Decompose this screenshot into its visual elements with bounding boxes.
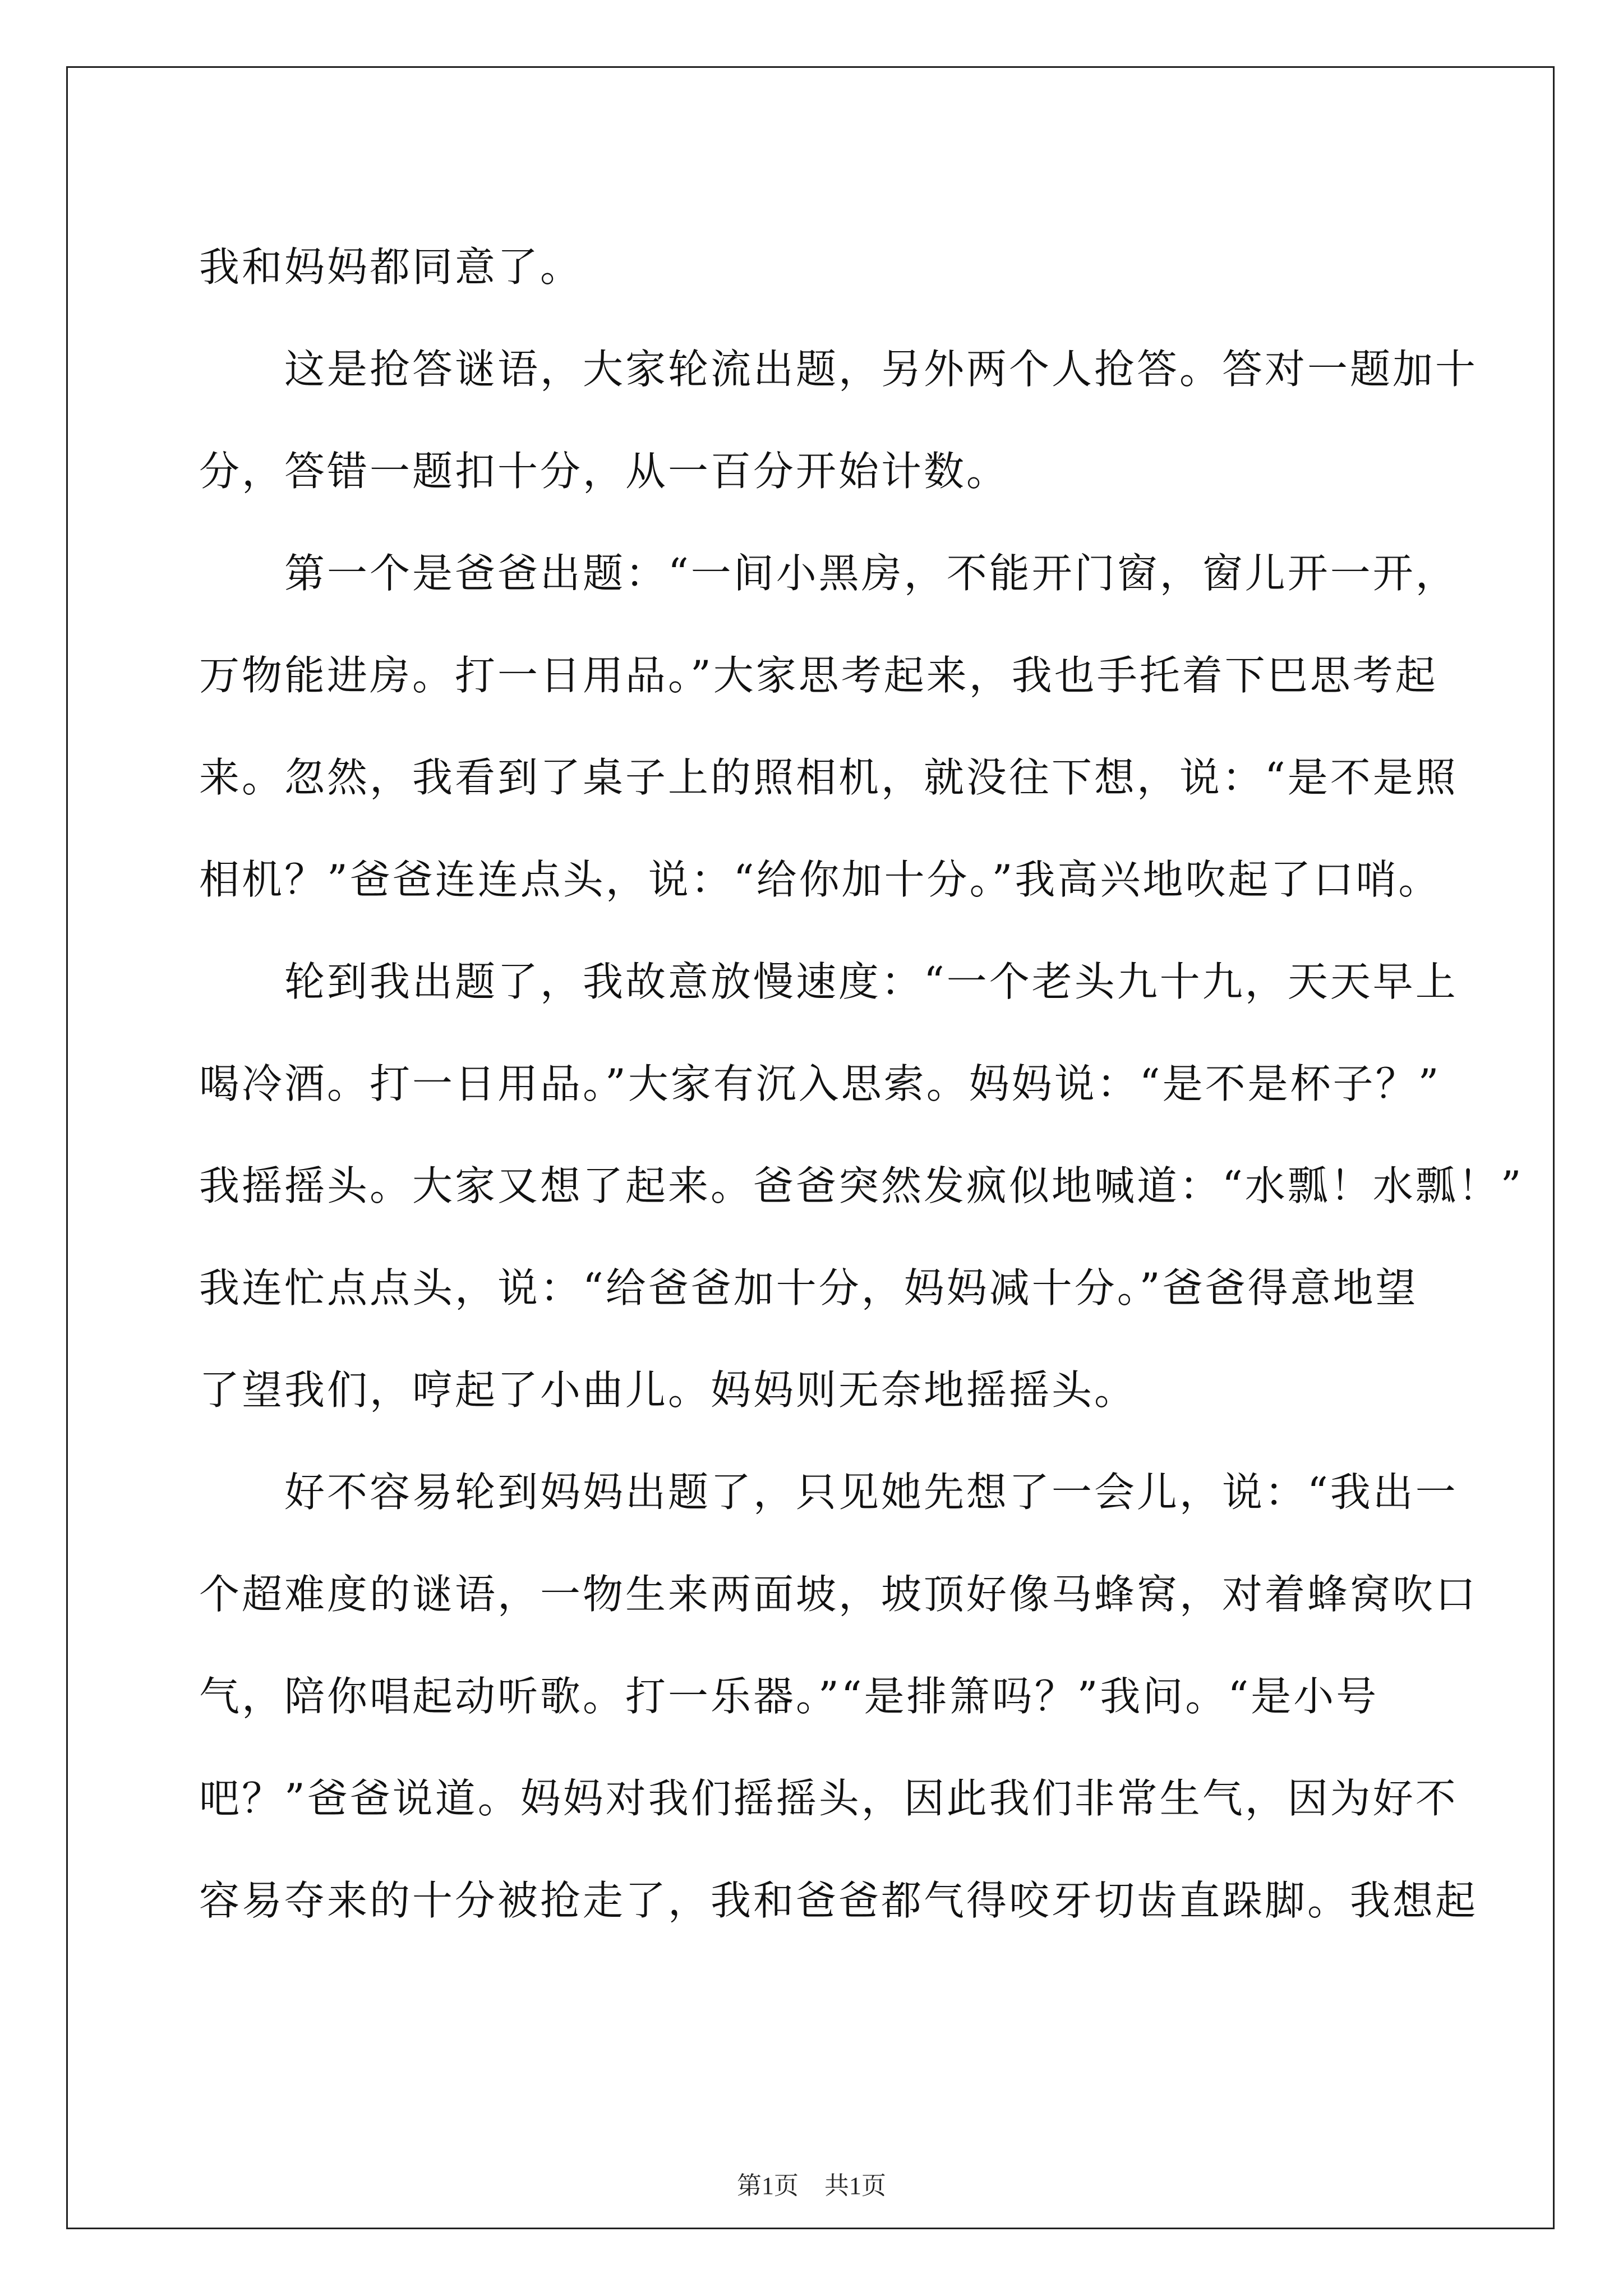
document-body — [199, 216, 1524, 1952]
text-line: 第一个是爸爸出题：“一间小黑房，不能开门窗，窗儿开一开， — [284, 550, 1458, 597]
text-line: 我和妈妈都同意了。 — [199, 243, 583, 291]
page-footer — [0, 2165, 1623, 2201]
text-line: 万物能进房。打一日用品。”大家思考起来，我也手托着下巴思考起 — [199, 652, 1438, 699]
text-line: 气，陪你唱起动听歌。打一乐器。”“是排箫吗？”我问。“是小号 — [199, 1673, 1379, 1720]
text-line: 这是抢答谜语，大家轮流出题，另外两个人抢答。答对一题加十 — [284, 346, 1478, 393]
text-line: 相机？”爸爸连连点头，说：“给你加十分。”我高兴地吹起了口哨。 — [199, 856, 1441, 903]
page-number: 第1页 — [737, 2172, 799, 2200]
text-line: 了望我们，哼起了小曲儿。妈妈则无奈地摇摇头。 — [199, 1366, 1137, 1414]
text-line: 容易夺来的十分被抢走了，我和爸爸都气得咬牙切齿直跺脚。我想起 — [199, 1877, 1478, 1924]
text-line: 我连忙点点头，说：“给爸爸加十分，妈妈减十分。”爸爸得意地望 — [199, 1264, 1418, 1312]
text-line: 吧？”爸爸说道。妈妈对我们摇摇头，因此我们非常生气，因为好不 — [199, 1775, 1458, 1822]
text-line: 我摇摇头。大家又想了起来。爸爸突然发疯似地喊道：“水瓢！水瓢！” — [199, 1162, 1524, 1209]
page-total: 共1页 — [824, 2172, 886, 2200]
text-line: 轮到我出题了，我故意放慢速度：“一个老头九十九，天天早上 — [284, 958, 1458, 1005]
text-line: 个超难度的谜语，一物生来两面坡，坡顶好像马蜂窝，对着蜂窝吹口 — [199, 1571, 1478, 1618]
text-line: 分，答错一题扣十分，从一百分开始计数。 — [199, 448, 1009, 495]
text-line: 好不容易轮到妈妈出题了，只见她先想了一会儿，说：“我出一 — [284, 1469, 1458, 1516]
text-line: 喝冷酒。打一日用品。”大家有沉入思索。妈妈说：“是不是杯子？” — [199, 1060, 1441, 1107]
text-line: 来。忽然，我看到了桌子上的照相机，就没往下想，说：“是不是照 — [199, 754, 1458, 801]
